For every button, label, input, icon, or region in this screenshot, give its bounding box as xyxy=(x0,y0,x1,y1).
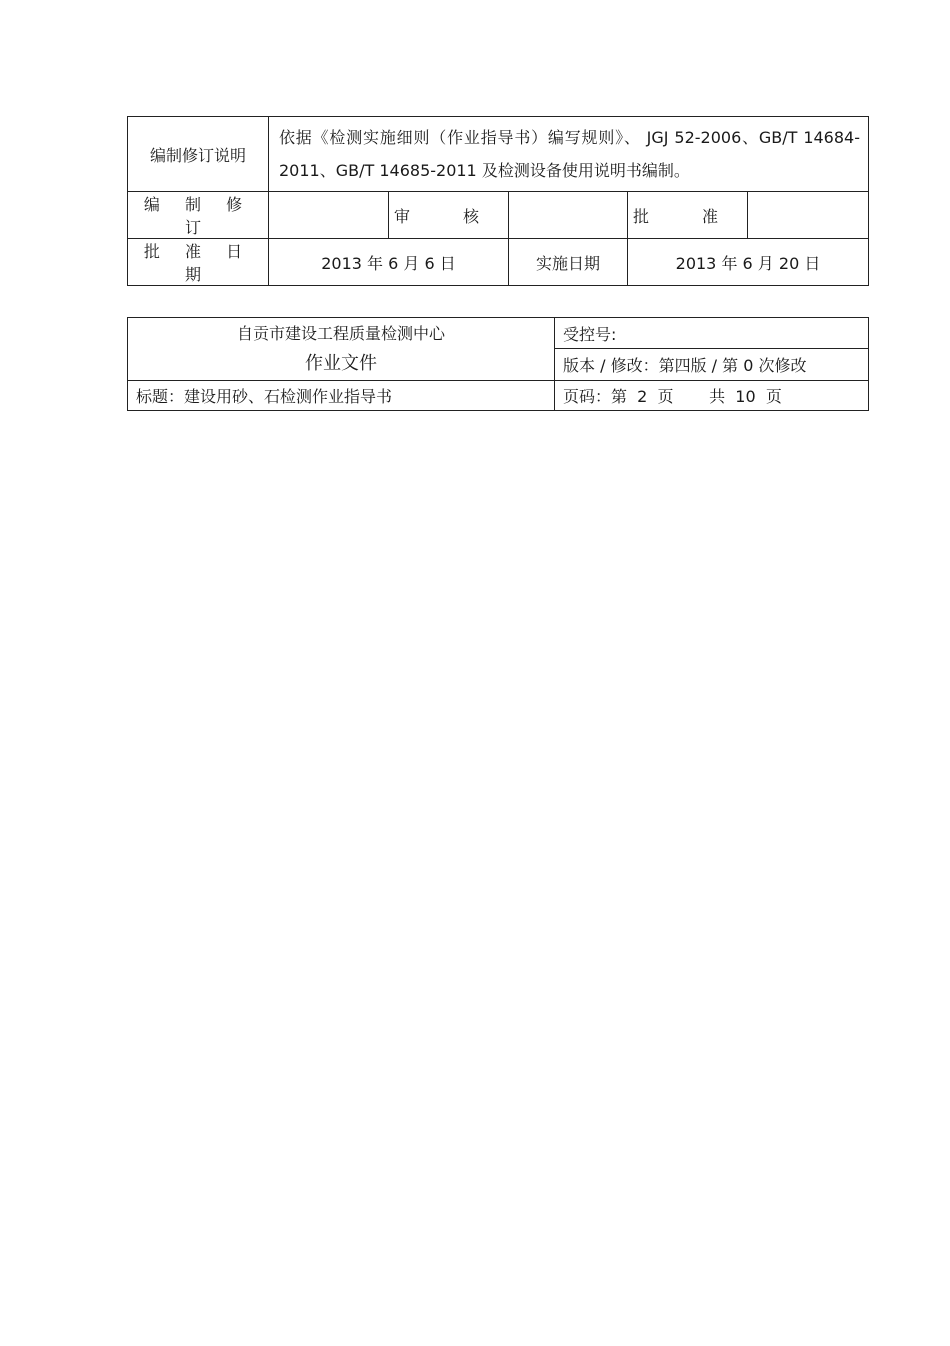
revision-note-label: 编制修订说明 xyxy=(128,117,269,192)
implementation-date: 2013 年 6 月 20 日 xyxy=(628,239,869,286)
approve-value xyxy=(748,192,869,239)
review-value xyxy=(509,192,628,239)
compile-value xyxy=(269,192,389,239)
version-info: 版本 / 修改：第四版 / 第 0 次修改 xyxy=(555,349,869,381)
implementation-date-label: 实施日期 xyxy=(509,239,628,286)
control-number: 受控号: xyxy=(555,318,869,349)
document-type: 作业文件 xyxy=(305,353,377,374)
revision-note-text: 依据《检测实施细则（作业指导书）编写规则》、 JGJ 52-2006、GB/T 14684-2011、GB/T 14685-2011 及检测设备使用说明书编制。 xyxy=(269,117,869,192)
page-number: 页码：第 2 页 共 10 页 xyxy=(555,381,869,411)
approve-date-label: 批 准 日 期 xyxy=(128,239,269,286)
approve-label: 批 准 xyxy=(628,192,748,239)
organization-name: 自贡市建设工程质量检测中心 xyxy=(236,324,445,343)
revision-table xyxy=(127,116,869,286)
compile-label: 编 制 修 订 xyxy=(128,192,269,239)
org-header-cell xyxy=(128,318,555,381)
document-control-table xyxy=(127,317,869,411)
review-label: 审 核 xyxy=(389,192,509,239)
document-title: 标题：建设用砂、石检测作业指导书 xyxy=(128,381,555,411)
approve-date: 2013 年 6 月 6 日 xyxy=(269,239,509,286)
